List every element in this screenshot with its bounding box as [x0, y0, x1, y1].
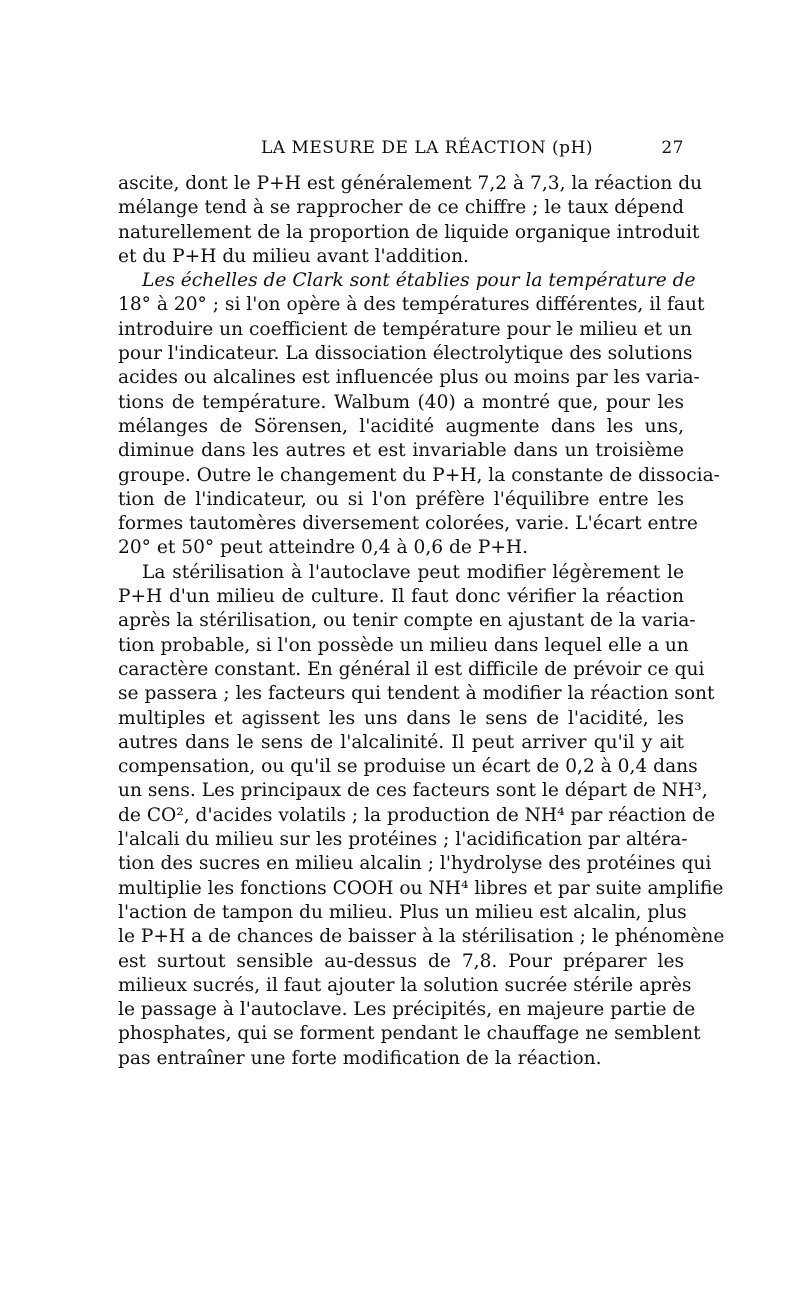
text-line: mélange tend à se rapprocher de ce chiffre ; le taux dépend [118, 197, 684, 219]
text-line: se passera ; les facteurs qui tendent à modifier la réaction sont [118, 683, 715, 705]
text-line: 18° à 20° ; si l'on opère à des températures différentes, il faut [118, 294, 705, 316]
text-line: tion de l'indicateur, ou si l'on préfère l'équilibre entre les [118, 488, 684, 510]
text-line: La stérilisation à l'autoclave peut modifier légèrement le [142, 561, 684, 583]
text-line: est surtout sensible au-dessus de 7,8. Pour préparer les [118, 950, 684, 972]
text-line: naturellement de la proportion de liquide organique introduit [118, 221, 700, 243]
text-line: milieux sucrés, il faut ajouter la solution sucrée stérile après [118, 974, 692, 996]
text-line: le P+H a de chances de baisser à la stérilisation ; le phénomène [118, 926, 725, 948]
text-line: un sens. Les principaux de ces facteurs sont le départ de NH³, [118, 780, 708, 802]
text-line: l'alcali du milieu sur les protéines ; l'acidification par altéra- [118, 829, 688, 851]
running-header [118, 138, 684, 164]
text-line: Les échelles de Clark sont établies pour la température de [142, 270, 696, 292]
text-line: caractère constant. En général il est difficile de prévoir ce qui [118, 658, 705, 680]
text-line: phosphates, qui se forment pendant le chauffage ne semblent [118, 1023, 701, 1045]
text-line: tions de température. Walbum (40) a montré que, pour les [118, 391, 684, 413]
text-line: introduire un coefficient de température pour le milieu et un [118, 318, 692, 340]
text-line: P+H d'un milieu de culture. Il faut donc vérifier la réaction [118, 586, 684, 608]
text-line: diminue dans les autres et est invariable dans un troisième [118, 440, 684, 462]
text-line: mélanges de Sörensen, l'acidité augmente dans les uns, [118, 415, 684, 437]
text-line: 20° et 50° peut atteindre 0,4 à 0,6 de P+H. [118, 537, 529, 559]
text-line: autres dans le sens de l'alcalinité. Il peut arriver qu'il y ait [118, 731, 684, 753]
text-line: multiples et agissent les uns dans le sens de l'acidité, les [118, 707, 684, 729]
running-title: LA MESURE DE LA RÉACTION (pH) [261, 138, 594, 158]
text-line: et du P+H du milieu avant l'addition. [118, 245, 469, 267]
body-text [118, 172, 725, 1071]
text-line: pas entraîner une forte modification de la réaction. [118, 1047, 602, 1069]
page-number: 27 [661, 138, 684, 158]
text-line: le passage à l'autoclave. Les précipités, en majeure partie de [118, 999, 696, 1021]
text-line: tion des sucres en milieu alcalin ; l'hydrolyse des protéines qui [118, 853, 712, 875]
text-line: après la stérilisation, ou tenir compte en ajustant de la varia- [118, 610, 696, 632]
text-line: formes tautomères diversement colorées, varie. L'écart entre [118, 513, 698, 535]
text-line: groupe. Outre le changement du P+H, la constante de dissocia- [118, 464, 720, 486]
text-line: compensation, ou qu'il se produise un écart de 0,2 à 0,4 dans [118, 756, 698, 778]
text-line: acides ou alcalines est influencée plus ou moins par les varia- [118, 367, 700, 389]
text-line: l'action de tampon du milieu. Plus un milieu est alcalin, plus [118, 901, 687, 923]
text-line: ascite, dont le P+H est généralement 7,2 à 7,3, la réaction du [118, 173, 703, 194]
text-line: tion probable, si l'on possède un milieu dans lequel elle a un [118, 634, 689, 656]
text-line: multiplie les fonctions COOH ou NH⁴ libres et par suite amplifie [118, 877, 724, 899]
text-line: de CO², d'acides volatils ; la production de NH⁴ par réaction de [118, 804, 716, 826]
text-line: pour l'indicateur. La dissociation électrolytique des solutions [118, 343, 693, 365]
